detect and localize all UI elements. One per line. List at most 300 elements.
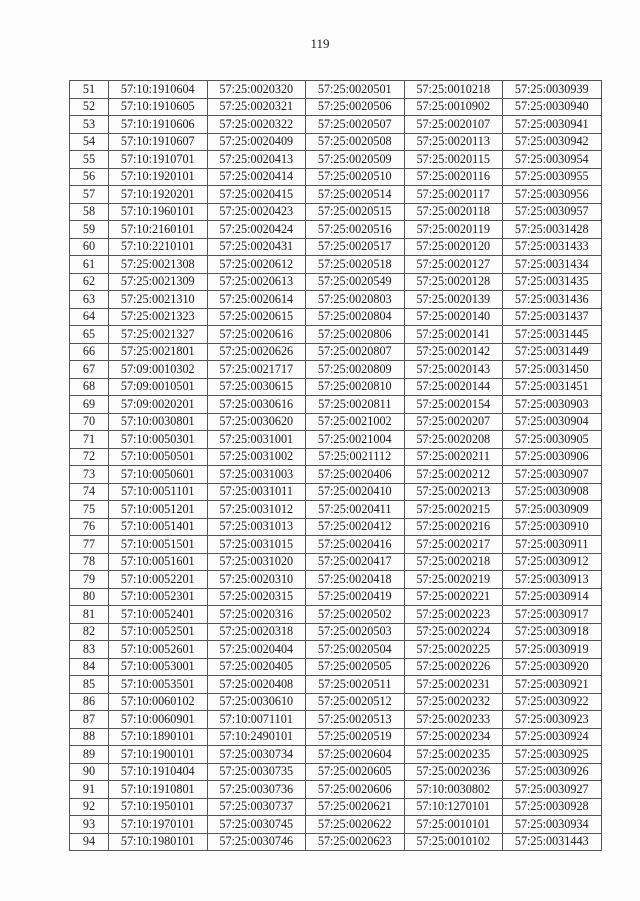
cadastral-number-cell: 57:25:0020605 xyxy=(306,763,405,781)
cadastral-number-cell: 57:25:0021323 xyxy=(109,308,208,326)
table-row xyxy=(70,693,602,711)
table-row xyxy=(70,536,602,554)
cadastral-number-cell: 57:10:2210101 xyxy=(109,238,208,256)
row-number-cell: 51 xyxy=(70,81,109,99)
table-row xyxy=(70,676,602,694)
table-row xyxy=(70,816,602,834)
row-number-cell: 62 xyxy=(70,273,109,291)
cadastral-number-cell: 57:25:0020142 xyxy=(404,343,503,361)
table-row xyxy=(70,623,602,641)
page-number: 119 xyxy=(310,36,330,51)
cadastral-number-cell: 57:25:0020141 xyxy=(404,326,503,344)
cadastral-number-cell: 57:25:0020615 xyxy=(207,308,306,326)
cadastral-number-cell: 57:25:0020419 xyxy=(306,588,405,606)
table-row xyxy=(70,81,602,99)
cadastral-number-cell: 57:25:0030934 xyxy=(503,816,602,834)
cadastral-number-cell: 57:25:0030917 xyxy=(503,606,602,624)
row-number-cell: 81 xyxy=(70,606,109,624)
cadastral-number-cell: 57:10:0050501 xyxy=(109,448,208,466)
cadastral-number-cell: 57:25:0020626 xyxy=(207,343,306,361)
cadastral-number-cell: 57:25:0030907 xyxy=(503,466,602,484)
cadastral-number-cell: 57:10:0053001 xyxy=(109,658,208,676)
row-number-cell: 57 xyxy=(70,186,109,204)
row-number-cell: 93 xyxy=(70,816,109,834)
cadastral-number-cell: 57:25:0031436 xyxy=(503,291,602,309)
cadastral-number-cell: 57:25:0020623 xyxy=(306,833,405,851)
cadastral-number-cell: 57:10:0052201 xyxy=(109,571,208,589)
row-number-cell: 56 xyxy=(70,168,109,186)
cadastral-number-cell: 57:25:0030914 xyxy=(503,588,602,606)
cadastral-number-cell: 57:25:0030736 xyxy=(207,781,306,799)
table-row xyxy=(70,658,602,676)
cadastral-number-cell: 57:25:0020621 xyxy=(306,798,405,816)
cadastral-number-cell: 57:10:2160101 xyxy=(109,221,208,239)
cadastral-number-cell: 57:25:0020143 xyxy=(404,361,503,379)
cadastral-number-cell: 57:25:0031011 xyxy=(207,483,306,501)
cadastral-number-cell: 57:25:0020502 xyxy=(306,606,405,624)
cadastral-number-cell: 57:25:0030911 xyxy=(503,536,602,554)
table-row xyxy=(70,553,602,571)
cadastral-number-cell: 57:25:0020127 xyxy=(404,256,503,274)
cadastral-number-cell: 57:25:0031437 xyxy=(503,308,602,326)
table-row xyxy=(70,291,602,309)
row-number-cell: 87 xyxy=(70,711,109,729)
cadastral-number-cell: 57:25:0020417 xyxy=(306,553,405,571)
cadastral-number-cell: 57:10:0051601 xyxy=(109,553,208,571)
table-row xyxy=(70,431,602,449)
row-number-cell: 92 xyxy=(70,798,109,816)
cadastral-number-cell: 57:25:0020316 xyxy=(207,606,306,624)
cadastral-number-cell: 57:25:0021112 xyxy=(306,448,405,466)
cadastral-number-cell: 57:25:0020622 xyxy=(306,816,405,834)
cadastral-number-cell: 57:10:1950101 xyxy=(109,798,208,816)
row-number-cell: 59 xyxy=(70,221,109,239)
cadastral-number-cell: 57:25:0031450 xyxy=(503,361,602,379)
cadastral-number-cell: 57:25:0020318 xyxy=(207,623,306,641)
row-number-cell: 58 xyxy=(70,203,109,221)
row-number-cell: 52 xyxy=(70,98,109,116)
cadastral-number-cell: 57:25:0021717 xyxy=(207,361,306,379)
table-row xyxy=(70,133,602,151)
cadastral-number-cell: 57:25:0030908 xyxy=(503,483,602,501)
cadastral-number-cell: 57:25:0030906 xyxy=(503,448,602,466)
cadastral-number-cell: 57:10:1910606 xyxy=(109,116,208,134)
cadastral-number-cell: 57:25:0020107 xyxy=(404,116,503,134)
cadastral-number-cell: 57:25:0030904 xyxy=(503,413,602,431)
cadastral-number-cell: 57:25:0030909 xyxy=(503,501,602,519)
row-number-cell: 66 xyxy=(70,343,109,361)
cadastral-number-cell: 57:25:0020118 xyxy=(404,203,503,221)
cadastral-number-cell: 57:10:0060102 xyxy=(109,693,208,711)
cadastral-number-cell: 57:25:0030925 xyxy=(503,746,602,764)
table-body xyxy=(70,81,602,851)
cadastral-number-cell: 57:25:0020320 xyxy=(207,81,306,99)
cadastral-number-cell: 57:25:0021004 xyxy=(306,431,405,449)
table-row xyxy=(70,186,602,204)
row-number-cell: 91 xyxy=(70,781,109,799)
cadastral-number-cell: 57:25:0020119 xyxy=(404,221,503,239)
cadastral-number-cell: 57:25:0030615 xyxy=(207,378,306,396)
cadastral-number-cell: 57:25:0020225 xyxy=(404,641,503,659)
cadastral-number-cell: 57:25:0020140 xyxy=(404,308,503,326)
cadastral-number-cell: 57:25:0020606 xyxy=(306,781,405,799)
cadastral-number-cell: 57:25:0020315 xyxy=(207,588,306,606)
row-number-cell: 53 xyxy=(70,116,109,134)
cadastral-number-cell: 57:10:0051501 xyxy=(109,536,208,554)
table-row xyxy=(70,763,602,781)
table-row xyxy=(70,781,602,799)
cadastral-number-cell: 57:25:0010102 xyxy=(404,833,503,851)
cadastral-number-cell: 57:25:0020416 xyxy=(306,536,405,554)
cadastral-number-cell: 57:25:0020120 xyxy=(404,238,503,256)
cadastral-number-cell: 57:25:0020614 xyxy=(207,291,306,309)
cadastral-number-cell: 57:25:0020811 xyxy=(306,396,405,414)
cadastral-number-cell: 57:25:0020616 xyxy=(207,326,306,344)
cadastral-number-cell: 57:25:0030910 xyxy=(503,518,602,536)
table-row xyxy=(70,151,602,169)
row-number-cell: 73 xyxy=(70,466,109,484)
table-row xyxy=(70,413,602,431)
cadastral-number-cell: 57:25:0030939 xyxy=(503,81,602,99)
cadastral-number-cell: 57:10:0051101 xyxy=(109,483,208,501)
cadastral-number-cell: 57:25:0031012 xyxy=(207,501,306,519)
cadastral-number-cell: 57:25:0020517 xyxy=(306,238,405,256)
row-number-cell: 71 xyxy=(70,431,109,449)
cadastral-number-cell: 57:25:0031449 xyxy=(503,343,602,361)
cadastral-number-cell: 57:25:0020604 xyxy=(306,746,405,764)
cadastral-number-cell: 57:25:0031443 xyxy=(503,833,602,851)
cadastral-number-cell: 57:25:0030905 xyxy=(503,431,602,449)
cadastral-number-cell: 57:25:0030918 xyxy=(503,623,602,641)
cadastral-number-cell: 57:10:0071101 xyxy=(207,711,306,729)
cadastral-number-cell: 57:25:0030616 xyxy=(207,396,306,414)
cadastral-number-cell: 57:25:0030941 xyxy=(503,116,602,134)
table-row xyxy=(70,588,602,606)
cadastral-number-cell: 57:25:0030955 xyxy=(503,168,602,186)
cadastral-number-cell: 57:25:0020236 xyxy=(404,763,503,781)
row-number-cell: 77 xyxy=(70,536,109,554)
cadastral-number-cell: 57:25:0030620 xyxy=(207,413,306,431)
row-number-cell: 82 xyxy=(70,623,109,641)
row-number-cell: 69 xyxy=(70,396,109,414)
cadastral-number-cell: 57:25:0020217 xyxy=(404,536,503,554)
cadastral-number-cell: 57:25:0020404 xyxy=(207,641,306,659)
cadastral-number-cell: 57:25:0020424 xyxy=(207,221,306,239)
cadastral-number-cell: 57:25:0020235 xyxy=(404,746,503,764)
row-number-cell: 70 xyxy=(70,413,109,431)
row-number-cell: 79 xyxy=(70,571,109,589)
table-row xyxy=(70,641,602,659)
cadastral-number-cell: 57:25:0030957 xyxy=(503,203,602,221)
cadastral-number-cell: 57:25:0020501 xyxy=(306,81,405,99)
cadastral-number-cell: 57:25:0030921 xyxy=(503,676,602,694)
cadastral-number-cell: 57:25:0031433 xyxy=(503,238,602,256)
cadastral-number-cell: 57:10:1920101 xyxy=(109,168,208,186)
row-number-cell: 65 xyxy=(70,326,109,344)
cadastral-number-cell: 57:10:0052501 xyxy=(109,623,208,641)
cadastral-number-cell: 57:25:0031435 xyxy=(503,273,602,291)
cadastral-number-cell: 57:25:0020115 xyxy=(404,151,503,169)
cadastral-number-cell: 57:25:0020505 xyxy=(306,658,405,676)
cadastral-number-table xyxy=(69,80,602,851)
cadastral-number-cell: 57:25:0030746 xyxy=(207,833,306,851)
table-row xyxy=(70,571,602,589)
cadastral-number-cell: 57:25:0020211 xyxy=(404,448,503,466)
cadastral-number-cell: 57:25:0020215 xyxy=(404,501,503,519)
cadastral-number-cell: 57:25:0030942 xyxy=(503,133,602,151)
table-row xyxy=(70,256,602,274)
cadastral-number-cell: 57:25:0020207 xyxy=(404,413,503,431)
cadastral-number-cell: 57:25:0020154 xyxy=(404,396,503,414)
cadastral-number-cell: 57:25:0020804 xyxy=(306,308,405,326)
cadastral-number-cell: 57:10:1910605 xyxy=(109,98,208,116)
cadastral-number-cell: 57:25:0020412 xyxy=(306,518,405,536)
cadastral-number-cell: 57:25:0020113 xyxy=(404,133,503,151)
cadastral-number-cell: 57:25:0030954 xyxy=(503,151,602,169)
cadastral-number-cell: 57:10:0052301 xyxy=(109,588,208,606)
cadastral-number-cell: 57:10:0030801 xyxy=(109,413,208,431)
cadastral-number-cell: 57:25:0030923 xyxy=(503,711,602,729)
row-number-cell: 78 xyxy=(70,553,109,571)
table-row xyxy=(70,308,602,326)
cadastral-number-cell: 57:25:0020219 xyxy=(404,571,503,589)
row-number-cell: 90 xyxy=(70,763,109,781)
cadastral-number-cell: 57:25:0020519 xyxy=(306,728,405,746)
cadastral-number-cell: 57:25:0020809 xyxy=(306,361,405,379)
cadastral-number-cell: 57:10:0051201 xyxy=(109,501,208,519)
cadastral-number-cell: 57:25:0030912 xyxy=(503,553,602,571)
table-row xyxy=(70,361,602,379)
cadastral-number-cell: 57:10:1900101 xyxy=(109,746,208,764)
cadastral-number-cell: 57:25:0020405 xyxy=(207,658,306,676)
cadastral-number-cell: 57:25:0020139 xyxy=(404,291,503,309)
table-row xyxy=(70,203,602,221)
table-row xyxy=(70,221,602,239)
row-number-cell: 94 xyxy=(70,833,109,851)
cadastral-number-cell: 57:10:0050301 xyxy=(109,431,208,449)
cadastral-number-cell: 57:25:0020549 xyxy=(306,273,405,291)
cadastral-number-cell: 57:25:0020410 xyxy=(306,483,405,501)
cadastral-number-cell: 57:10:0030802 xyxy=(404,781,503,799)
cadastral-number-cell: 57:25:0020212 xyxy=(404,466,503,484)
cadastral-number-cell: 57:25:0020321 xyxy=(207,98,306,116)
row-number-cell: 61 xyxy=(70,256,109,274)
cadastral-number-cell: 57:25:0021308 xyxy=(109,256,208,274)
table-row xyxy=(70,833,602,851)
cadastral-number-cell: 57:09:0010501 xyxy=(109,378,208,396)
cadastral-number-cell: 57:25:0030927 xyxy=(503,781,602,799)
cadastral-number-cell: 57:25:0030745 xyxy=(207,816,306,834)
table-row xyxy=(70,98,602,116)
row-number-cell: 75 xyxy=(70,501,109,519)
cadastral-number-cell: 57:25:0030922 xyxy=(503,693,602,711)
cadastral-number-cell: 57:10:0052601 xyxy=(109,641,208,659)
cadastral-number-cell: 57:25:0020216 xyxy=(404,518,503,536)
table-row xyxy=(70,501,602,519)
cadastral-number-cell: 57:25:0030735 xyxy=(207,763,306,781)
cadastral-number-cell: 57:10:0050601 xyxy=(109,466,208,484)
table-row xyxy=(70,326,602,344)
cadastral-number-cell: 57:10:1910404 xyxy=(109,763,208,781)
cadastral-number-cell: 57:10:1890101 xyxy=(109,728,208,746)
cadastral-number-cell: 57:25:0020406 xyxy=(306,466,405,484)
cadastral-number-cell: 57:25:0020144 xyxy=(404,378,503,396)
cadastral-number-cell: 57:25:0030913 xyxy=(503,571,602,589)
cadastral-number-cell: 57:25:0020418 xyxy=(306,571,405,589)
table-row xyxy=(70,466,602,484)
cadastral-number-cell: 57:25:0031434 xyxy=(503,256,602,274)
cadastral-number-cell: 57:25:0020224 xyxy=(404,623,503,641)
cadastral-number-cell: 57:25:0020117 xyxy=(404,186,503,204)
row-number-cell: 67 xyxy=(70,361,109,379)
cadastral-number-cell: 57:25:0020612 xyxy=(207,256,306,274)
cadastral-number-cell: 57:25:0031020 xyxy=(207,553,306,571)
cadastral-number-cell: 57:25:0030610 xyxy=(207,693,306,711)
cadastral-number-cell: 57:25:0010218 xyxy=(404,81,503,99)
cadastral-number-cell: 57:09:0020201 xyxy=(109,396,208,414)
cadastral-number-cell: 57:25:0020513 xyxy=(306,711,405,729)
cadastral-number-cell: 57:25:0020415 xyxy=(207,186,306,204)
row-number-cell: 63 xyxy=(70,291,109,309)
cadastral-number-cell: 57:25:0020218 xyxy=(404,553,503,571)
table-row xyxy=(70,798,602,816)
cadastral-number-cell: 57:25:0031002 xyxy=(207,448,306,466)
cadastral-number-cell: 57:25:0030737 xyxy=(207,798,306,816)
cadastral-number-cell: 57:25:0020411 xyxy=(306,501,405,519)
cadastral-number-cell: 57:25:0020231 xyxy=(404,676,503,694)
cadastral-number-cell: 57:25:0020810 xyxy=(306,378,405,396)
row-number-cell: 72 xyxy=(70,448,109,466)
cadastral-number-cell: 57:25:0020613 xyxy=(207,273,306,291)
table-row xyxy=(70,273,602,291)
cadastral-number-cell: 57:25:0021801 xyxy=(109,343,208,361)
table-row xyxy=(70,116,602,134)
row-number-cell: 83 xyxy=(70,641,109,659)
cadastral-number-cell: 57:25:0021002 xyxy=(306,413,405,431)
row-number-cell: 80 xyxy=(70,588,109,606)
cadastral-number-cell: 57:25:0031428 xyxy=(503,221,602,239)
row-number-cell: 85 xyxy=(70,676,109,694)
cadastral-number-cell: 57:25:0020518 xyxy=(306,256,405,274)
cadastral-number-cell: 57:25:0020423 xyxy=(207,203,306,221)
table-row xyxy=(70,378,602,396)
cadastral-number-cell: 57:10:1960101 xyxy=(109,203,208,221)
cadastral-number-cell: 57:09:0010302 xyxy=(109,361,208,379)
row-number-cell: 64 xyxy=(70,308,109,326)
cadastral-number-cell: 57:25:0020128 xyxy=(404,273,503,291)
cadastral-number-cell: 57:10:0052401 xyxy=(109,606,208,624)
cadastral-number-cell: 57:10:1270101 xyxy=(404,798,503,816)
row-number-cell: 89 xyxy=(70,746,109,764)
cadastral-number-cell: 57:25:0020509 xyxy=(306,151,405,169)
cadastral-number-cell: 57:25:0030903 xyxy=(503,396,602,414)
cadastral-number-cell: 57:25:0020221 xyxy=(404,588,503,606)
cadastral-number-cell: 57:25:0020507 xyxy=(306,116,405,134)
row-number-cell: 84 xyxy=(70,658,109,676)
cadastral-number-cell: 57:25:0020213 xyxy=(404,483,503,501)
cadastral-number-cell: 57:25:0030928 xyxy=(503,798,602,816)
cadastral-number-cell: 57:25:0030926 xyxy=(503,763,602,781)
cadastral-number-cell: 57:25:0020504 xyxy=(306,641,405,659)
cadastral-number-cell: 57:25:0031001 xyxy=(207,431,306,449)
table-row xyxy=(70,483,602,501)
row-number-cell: 74 xyxy=(70,483,109,501)
cadastral-number-cell: 57:25:0010101 xyxy=(404,816,503,834)
cadastral-number-cell: 57:25:0021327 xyxy=(109,326,208,344)
row-number-cell: 76 xyxy=(70,518,109,536)
cadastral-number-cell: 57:25:0031445 xyxy=(503,326,602,344)
cadastral-number-cell: 57:10:1970101 xyxy=(109,816,208,834)
cadastral-number-cell: 57:25:0020514 xyxy=(306,186,405,204)
cadastral-number-cell: 57:25:0030940 xyxy=(503,98,602,116)
row-number-cell: 54 xyxy=(70,133,109,151)
cadastral-number-cell: 57:25:0020116 xyxy=(404,168,503,186)
table-row xyxy=(70,168,602,186)
cadastral-number-cell: 57:25:0020506 xyxy=(306,98,405,116)
cadastral-number-cell: 57:25:0020232 xyxy=(404,693,503,711)
table-row xyxy=(70,746,602,764)
cadastral-number-cell: 57:25:0020803 xyxy=(306,291,405,309)
cadastral-number-cell: 57:10:1910607 xyxy=(109,133,208,151)
cadastral-number-cell: 57:10:1910701 xyxy=(109,151,208,169)
cadastral-number-cell: 57:25:0020310 xyxy=(207,571,306,589)
table-row xyxy=(70,238,602,256)
row-number-cell: 88 xyxy=(70,728,109,746)
cadastral-number-cell: 57:25:0020408 xyxy=(207,676,306,694)
cadastral-number-cell: 57:25:0031003 xyxy=(207,466,306,484)
table-row xyxy=(70,711,602,729)
table-row xyxy=(70,518,602,536)
cadastral-number-cell: 57:25:0031451 xyxy=(503,378,602,396)
cadastral-number-cell: 57:25:0030924 xyxy=(503,728,602,746)
cadastral-number-cell: 57:25:0020322 xyxy=(207,116,306,134)
table-row xyxy=(70,448,602,466)
cadastral-number-cell: 57:10:1980101 xyxy=(109,833,208,851)
cadastral-number-cell: 57:25:0020511 xyxy=(306,676,405,694)
cadastral-number-cell: 57:25:0020512 xyxy=(306,693,405,711)
cadastral-number-cell: 57:25:0031015 xyxy=(207,536,306,554)
cadastral-number-cell: 57:25:0030956 xyxy=(503,186,602,204)
cadastral-number-cell: 57:25:0020226 xyxy=(404,658,503,676)
cadastral-number-cell: 57:10:1910604 xyxy=(109,81,208,99)
table-row xyxy=(70,606,602,624)
cadastral-number-cell: 57:25:0020807 xyxy=(306,343,405,361)
cadastral-number-cell: 57:25:0021310 xyxy=(109,291,208,309)
cadastral-number-cell: 57:25:0020413 xyxy=(207,151,306,169)
cadastral-number-cell: 57:25:0010902 xyxy=(404,98,503,116)
row-number-cell: 86 xyxy=(70,693,109,711)
cadastral-number-cell: 57:25:0020508 xyxy=(306,133,405,151)
cadastral-number-cell: 57:25:0020806 xyxy=(306,326,405,344)
cadastral-number-cell: 57:25:0030919 xyxy=(503,641,602,659)
cadastral-number-cell: 57:25:0020233 xyxy=(404,711,503,729)
row-number-cell: 68 xyxy=(70,378,109,396)
cadastral-number-cell: 57:25:0020409 xyxy=(207,133,306,151)
cadastral-number-cell: 57:25:0031013 xyxy=(207,518,306,536)
cadastral-number-cell: 57:25:0020503 xyxy=(306,623,405,641)
cadastral-number-cell: 57:10:0053501 xyxy=(109,676,208,694)
cadastral-number-cell: 57:10:0051401 xyxy=(109,518,208,536)
cadastral-number-cell: 57:10:2490101 xyxy=(207,728,306,746)
cadastral-number-cell: 57:25:0020234 xyxy=(404,728,503,746)
cadastral-number-cell: 57:10:0060901 xyxy=(109,711,208,729)
cadastral-number-cell: 57:10:1920201 xyxy=(109,186,208,204)
table-row xyxy=(70,728,602,746)
table-row xyxy=(70,343,602,361)
cadastral-number-cell: 57:25:0020515 xyxy=(306,203,405,221)
cadastral-number-cell: 57:25:0020431 xyxy=(207,238,306,256)
cadastral-number-cell: 57:25:0021309 xyxy=(109,273,208,291)
